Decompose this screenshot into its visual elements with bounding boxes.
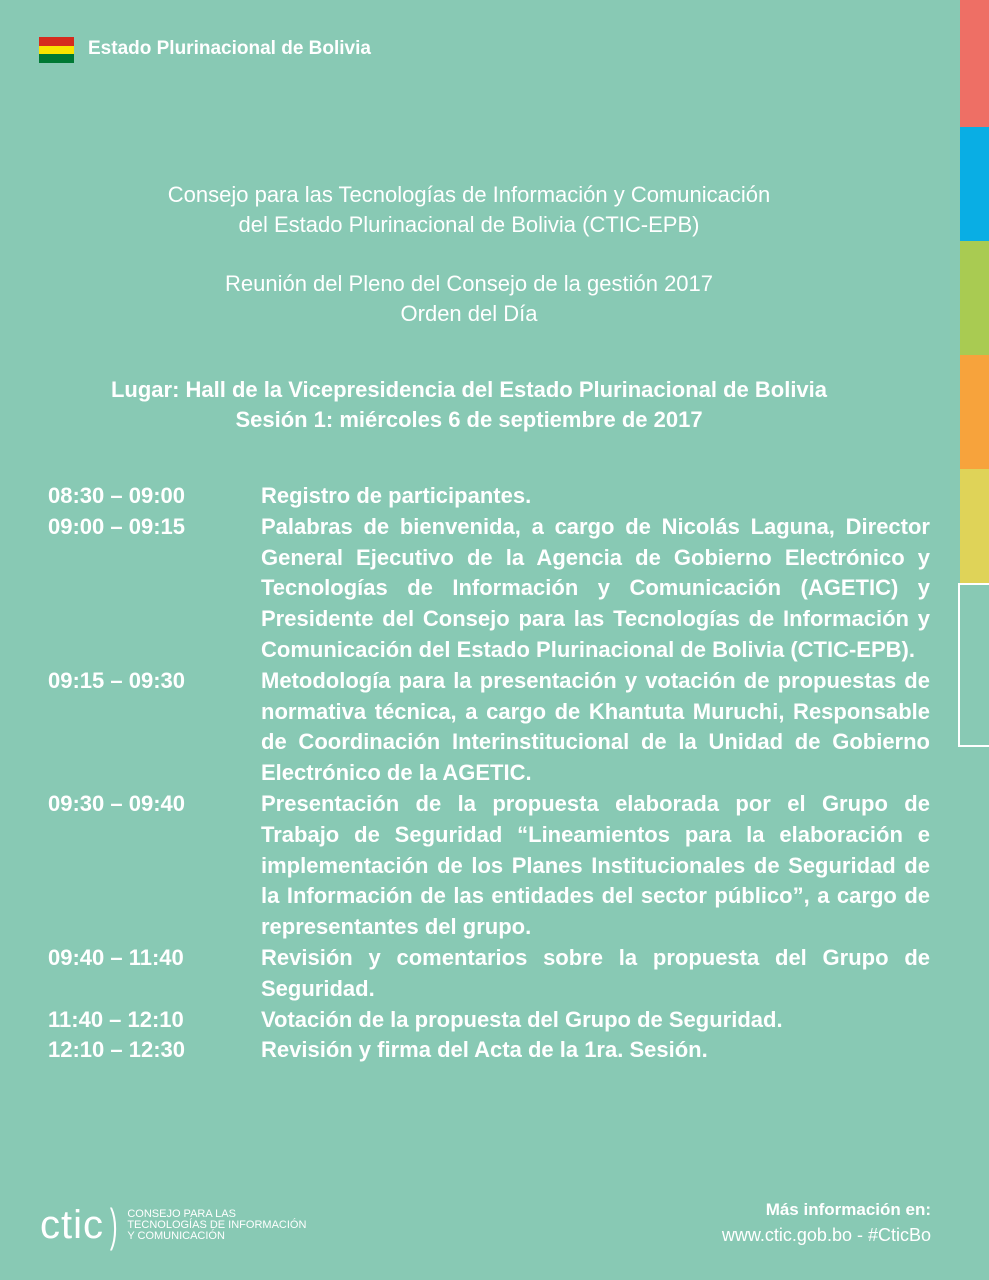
agenda-item [48, 943, 930, 1005]
agenda-desc: Votación de la propuesta del Grupo de Seguridad. [261, 1006, 783, 1032]
meeting-title-line1: Reunión del Pleno del Consejo de la gestión 2017 [224, 271, 714, 296]
side-stripe-yellow [960, 469, 989, 583]
agenda-time: 12:10 – 12:30 [48, 1037, 185, 1063]
agenda-time: 09:00 – 09:15 [48, 513, 185, 539]
more-info-label: Más información en: [765, 1200, 931, 1219]
council-title-line1: Consejo para las Tecnologías de Información y Comunicación [167, 182, 771, 207]
flag-band-red [39, 37, 74, 46]
agenda-time: 11:40 – 12:10 [48, 1006, 184, 1032]
meeting-location [0, 375, 938, 435]
council-title [0, 180, 938, 240]
agenda-desc: Metodología para la presentación y votación de propuestas de normativa técnica, a cargo de Khantuta Muruchi, Responsable de Coordinación Interinstitucional de la Unidad de Gobierno Electrónico de la AGETIC. [261, 667, 930, 786]
agenda-item [48, 789, 930, 943]
country-name: Estado Plurinacional de Bolivia [88, 38, 371, 59]
ctic-logo [40, 1198, 306, 1252]
more-info-links[interactable]: www.ctic.gob.bo - #CticBo [721, 1225, 931, 1245]
meeting-title [0, 269, 938, 329]
flag-band-yellow [39, 46, 74, 55]
logo-caption [127, 1209, 306, 1242]
agenda-item [48, 1035, 930, 1066]
more-info [722, 1200, 931, 1246]
agenda-desc: Revisión y firma del Acta de la 1ra. Sesión. [261, 1037, 708, 1063]
flag-band-green [39, 54, 74, 63]
side-stripe-blue [960, 127, 989, 241]
agenda-time: 08:30 – 09:00 [48, 483, 185, 508]
logo-bracket-icon: ) [109, 1199, 118, 1251]
agenda-desc: Presentación de la propuesta elaborada por el Grupo de Trabajo de Seguridad “Lineamientos para la elaboración e implementación de los Planes Institucionales de Seguridad de la Información de las entidades del sector público”, a cargo de representantes del grupo. [261, 790, 930, 940]
agenda-item [48, 512, 930, 666]
council-title-line2: del Estado Plurinacional de Bolivia (CTIC-EPB) [238, 212, 700, 237]
logo-word: ctic [40, 1202, 104, 1247]
agenda-time: 09:30 – 09:40 [48, 790, 185, 816]
agenda-time: 09:15 – 09:30 [48, 667, 185, 693]
logo-caption-line1: CONSEJO PARA LAS [127, 1207, 236, 1220]
bolivia-flag-icon [39, 37, 74, 63]
agenda-desc: Palabras de bienvenida, a cargo de Nicolás Laguna, Director General Ejecutivo de la Agencia de Gobierno Electrónico y Tecnologías de Información y Comunicación (AGETIC) y Presidente del Consejo para las Tecnologías de Información y Comunicación del Estado Plurinacional de Bolivia (CTIC-EPB). [261, 513, 930, 662]
agenda-item [48, 666, 930, 789]
place-line: Lugar: Hall de la Vicepresidencia del Estado Plurinacional de Bolivia [110, 377, 828, 402]
agenda-desc: Registro de participantes. [261, 483, 532, 508]
side-stripe-outline [958, 583, 989, 747]
agenda-desc: Revisión y comentarios sobre la propuesta del Grupo de Seguridad. [261, 944, 930, 1001]
logo-caption-line3: Y COMUNICACIÓN [127, 1229, 225, 1242]
session-line: Sesión 1: miércoles 6 de septiembre de 2017 [235, 407, 703, 432]
agenda-list [48, 481, 930, 1066]
agenda-item [48, 481, 930, 512]
side-stripe-orange [960, 355, 989, 469]
agenda-item [48, 1005, 930, 1036]
side-stripe-red [960, 0, 989, 127]
agenda-time: 09:40 – 11:40 [48, 944, 184, 970]
side-stripe-green [960, 241, 989, 355]
logo-caption-line2: TECNOLOGÍAS DE INFORMACIÓN [127, 1218, 307, 1231]
meeting-title-line2: Orden del Día [400, 301, 538, 326]
